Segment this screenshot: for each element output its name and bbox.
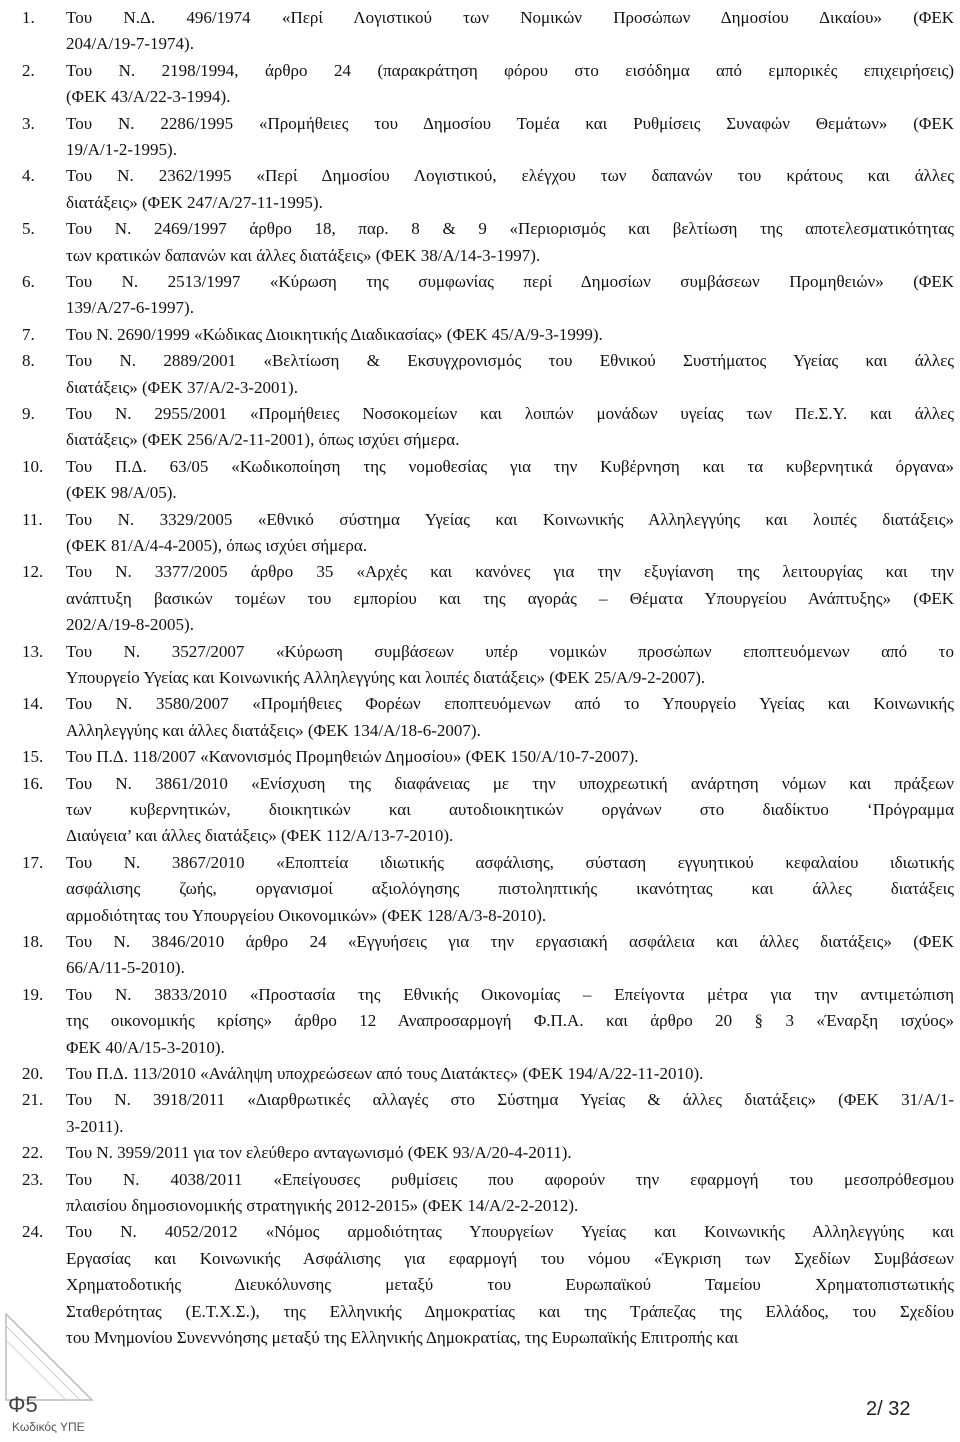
page-number: 2/ 32 <box>866 1398 911 1420</box>
list-item <box>0 322 960 348</box>
item-number: 5. <box>22 219 35 239</box>
item-text-line: Του Ν. 3527/2007 «Κύρωση συμβάσεων υπέρ νομικών προσώπων εποπτευόμενων από το <box>66 641 954 661</box>
list-item <box>0 401 960 454</box>
item-text-line: Του Ν. 2690/1999 «Κώδικας Διοικητικής Διαδικασίας» (ΦΕΚ 45/Α/9-3-1999). <box>66 324 603 344</box>
item-text-line: του Μνημονίου Συνεννόησης μεταξύ της Ελληνικής Δημοκρατίας, της Ευρωπαϊκής Επιτροπής και <box>66 1328 739 1348</box>
item-text-line: Του Ν. 3580/2007 «Προμήθειες Φορέων εποπτευόμενων από το Υπουργείο Υγείας και Κοινωνικής <box>66 694 954 714</box>
item-number: 15. <box>22 747 44 767</box>
list-item <box>0 639 960 692</box>
footer-code: Φ5 <box>8 1392 38 1417</box>
list-item <box>0 269 960 322</box>
list-item <box>0 771 960 850</box>
list-item <box>0 744 960 770</box>
item-text-line: 19/Α/1-2-1995). <box>66 140 177 159</box>
list-item <box>0 691 960 744</box>
item-text-line: Του Ν. 3377/2005 άρθρο 35 «Αρχές και κανόνες για την εξυγίανση της λειτουργίας και την <box>66 562 954 582</box>
list-item <box>0 1087 960 1140</box>
list-item <box>0 111 960 164</box>
item-number: 23. <box>22 1169 44 1189</box>
list-item <box>0 1219 960 1351</box>
item-number: 24. <box>22 1222 44 1242</box>
item-number: 8. <box>22 351 35 371</box>
item-number: 20. <box>22 1064 44 1083</box>
item-number: 22. <box>22 1143 44 1163</box>
item-text-line: Του Ν. 3861/2010 «Ενίσχυση της διαφάνειας με την υποχρεωτική ανάρτηση νόμων και πράξεων <box>66 773 954 793</box>
list-item <box>0 454 960 507</box>
item-number: 21. <box>22 1090 44 1110</box>
list-item <box>0 850 960 929</box>
item-text-line: Του Ν.Δ. 496/1974 «Περί Λογιστικού των Νομικών Προσώπων Δημοσίου Δικαίου» (ΦΕΚ <box>66 8 954 27</box>
item-text-line: Του Ν. 3867/2010 «Εποπτεία ιδιωτικής ασφάλισης, σύσταση εγγυητικού κεφαλαίου ιδιωτικής <box>66 852 954 872</box>
item-number: 11. <box>22 509 43 529</box>
list-item <box>0 58 960 111</box>
item-text-line: (ΦΕΚ 43/Α/22-3-1994). <box>66 87 231 107</box>
item-text-line: ανάπτυξη βασικών τομέων του εμπορίου και της αγοράς – Θέματα Υπουργείου Ανάπτυξης» (ΦΕΚ <box>66 588 954 608</box>
item-text-line: Υπουργείο Υγείας και Κοινωνικής Αλληλεγγύης και λοιπές διατάξεις» (ΦΕΚ 25/Α/9-2-2007). <box>66 668 706 687</box>
item-text-line: Χρηματοδοτικής Διευκόλυνσης μεταξύ του Ευρωπαϊκού Ταμείου Χρηματοπιστωτικής <box>66 1275 954 1295</box>
item-text-line: των κυβερνητικών, διοικητικών και αυτοδιοικητικών οργάνων στο διαδίκτυο ‘Πρόγραμμα <box>66 800 954 819</box>
item-text-line: 202/Α/19-8-2005). <box>66 615 194 635</box>
item-number: 14. <box>22 694 44 714</box>
item-text-line: Του Ν. 3833/2010 «Προστασία της Εθνικής Οικονομίας – Επείγοντα μέτρα για την αντιμετώπιση <box>66 984 954 1004</box>
item-text-line: πλαισίου δημοσιονομικής στρατηγικής 2012-2015» (ΦΕΚ 14/Α/2-2-2012). <box>66 1196 579 1215</box>
list-item <box>0 163 960 216</box>
item-number: 10. <box>22 456 44 476</box>
item-text-line: διατάξεις» (ΦΕΚ 247/Α/27-11-1995). <box>66 192 323 212</box>
triangle-logo-icon <box>4 1312 94 1402</box>
item-number: 3. <box>22 113 35 133</box>
item-text-line: Του Ν. 4052/2012 «Νόμος αρμοδιότητας Υπουργείων Υγείας και Κοινωνικής Αλληλεγγύης και <box>66 1222 954 1242</box>
item-number: 9. <box>22 404 35 423</box>
item-text-line: Αλληλεγγύης και άλλες διατάξεις» (ΦΕΚ 134/Α/18-6-2007). <box>66 720 481 740</box>
item-text-line: Του Ν. 2286/1995 «Προμήθειες του Δημοσίου Τομέα και Ρυθμίσεις Συναφών Θεμάτων» (ΦΕΚ <box>66 113 954 133</box>
item-number: 18. <box>22 932 44 951</box>
item-number: 12. <box>22 562 44 582</box>
item-text-line: Του Ν. 2362/1995 «Περί Δημοσίου Λογιστικού, ελέγχου των δαπανών του κράτους και άλλες <box>66 166 954 186</box>
list-item <box>0 216 960 269</box>
item-number: 4. <box>22 166 35 186</box>
item-text-line: της οικονομικής κρίσης» άρθρο 12 Αναπροσαρμογή Φ.Π.Α. και άρθρο 20 § 3 «Έναρξη ισχύος» <box>66 1011 954 1031</box>
item-number: 16. <box>22 773 44 793</box>
item-text-line: Του Π.Δ. 118/2007 «Κανονισμός Προμηθειών Δημοσίου» (ΦΕΚ 150/Α/10-7-2007). <box>66 747 639 767</box>
item-number: 17. <box>22 852 44 872</box>
item-text-line: (ΦΕΚ 98/Α/05). <box>66 483 177 503</box>
item-text-line: διατάξεις» (ΦΕΚ 256/Α/2-11-2001), όπως ισχύει σήμερα. <box>66 430 460 450</box>
item-text-line: ΦΕΚ 40/Α/15-3-2010). <box>66 1037 225 1057</box>
item-text-line: Του Ν. 2955/2001 «Προμήθειες Νοσοκομείων και λοιπών μονάδων υγείας των Πε.Σ.Υ. και άλλες <box>66 404 954 423</box>
item-number: 6. <box>22 272 35 291</box>
list-item <box>0 982 960 1061</box>
item-text-line: Εργασίας και Κοινωνικής Ασφάλισης για εφαρμογή του νόμου «Έγκριση των Σχεδίων Συμβάσεων <box>66 1248 954 1268</box>
item-text-line: Του Ν. 3846/2010 άρθρο 24 «Εγγυήσεις για την εργασιακή ασφάλεια και άλλες διατάξεις» (ΦΕΚ <box>66 932 954 951</box>
item-number: 2. <box>22 60 35 80</box>
item-number: 1. <box>22 8 35 27</box>
item-text-line: (ΦΕΚ 81/Α/4-4-2005), όπως ισχύει σήμερα. <box>66 536 368 555</box>
item-text-line: ασφάλισης ζωής, οργανισμοί αξιολόγησης πιστοληπτικής ικανότητας και άλλες διατάξεις <box>66 879 954 899</box>
item-text-line: Του Ν. 2889/2001 «Βελτίωση & Εκσυγχρονισμός του Εθνικού Συστήματος Υγείας και άλλες <box>66 351 954 371</box>
item-text-line: 204/Α/19-7-1974). <box>66 34 194 54</box>
item-text-line: 139/Α/27-6-1997). <box>66 298 194 318</box>
list-item <box>0 1140 960 1166</box>
item-text-line: Του Ν. 3918/2011 «Διαρθρωτικές αλλαγές στο Σύστημα Υγείας & άλλες διατάξεις» (ΦΕΚ 31/Α/1- <box>66 1090 954 1110</box>
list-item <box>0 1167 960 1220</box>
list-item <box>0 559 960 638</box>
item-number: 19. <box>22 984 44 1004</box>
item-text-line: Του Π.Δ. 113/2010 «Ανάληψη υποχρεώσεων από τους Διατάκτες» (ΦΕΚ 194/Α/22-11-2010). <box>66 1064 704 1083</box>
list-item <box>0 507 960 560</box>
item-text-line: Του Ν. 3959/2011 για τον ελεύθερο ανταγωνισμό (ΦΕΚ 93/Α/20-4-2011). <box>66 1143 572 1163</box>
item-text-line: 66/Α/11-5-2010). <box>66 958 185 978</box>
list-item <box>0 929 960 982</box>
list-item <box>0 1061 960 1087</box>
item-text-line: Του Ν. 2198/1994, άρθρο 24 (παρακράτηση φόρου στο εισόδημα από εμπορικές επιχειρήσεις) <box>66 60 954 80</box>
item-text-line: Του Π.Δ. 63/05 «Κωδικοποίηση της νομοθεσίας για την Κυβέρνηση και τα κυβερνητικά όργανα» <box>66 456 954 476</box>
item-text-line: Διαύγεια’ και άλλες διατάξεις» (ΦΕΚ 112/Α/13-7-2010). <box>66 826 454 846</box>
item-number: 7. <box>22 324 35 344</box>
list-item <box>0 5 960 58</box>
item-text-line: διατάξεις» (ΦΕΚ 37/Α/2-3-2001). <box>66 377 298 397</box>
item-number: 13. <box>22 641 44 661</box>
item-text-line: 3-2011). <box>66 1116 124 1136</box>
item-text-line: Του Ν. 2469/1997 άρθρο 18, παρ. 8 & 9 «Περιορισμός και βελτίωση της αποτελεσματικότητας <box>66 219 954 239</box>
item-text-line: των κρατικών δαπανών και άλλες διατάξεις» (ΦΕΚ 38/Α/14-3-1997). <box>66 245 541 265</box>
list-item <box>0 348 960 401</box>
item-text-line: Του Ν. 4038/2011 «Επείγουσες ρυθμίσεις που αφορούν την εφαρμογή του μεσοπρόθεσμου <box>66 1169 954 1189</box>
item-text-line: Του Ν. 3329/2005 «Εθνικό σύστημα Υγείας και Κοινωνικής Αλληλεγγύης και λοιπές διατάξεις» <box>66 509 954 529</box>
item-text-line: Του Ν. 2513/1997 «Κύρωση της συμφωνίας περί Δημοσίων συμβάσεων Προμηθειών» (ΦΕΚ <box>66 272 954 291</box>
footer-code-label: Κωδικός ΥΠΕ <box>12 1420 85 1434</box>
item-text-line: Σταθερότητας (Ε.Τ.Χ.Σ.), της Ελληνικής Δημοκρατίας και της Τράπεζας της Ελλάδος, του Σχεδίου <box>66 1301 954 1321</box>
item-text-line: αρμοδιότητας του Υπουργείου Οικονομικών» (ΦΕΚ 128/Α/3-8-2010). <box>66 905 547 925</box>
